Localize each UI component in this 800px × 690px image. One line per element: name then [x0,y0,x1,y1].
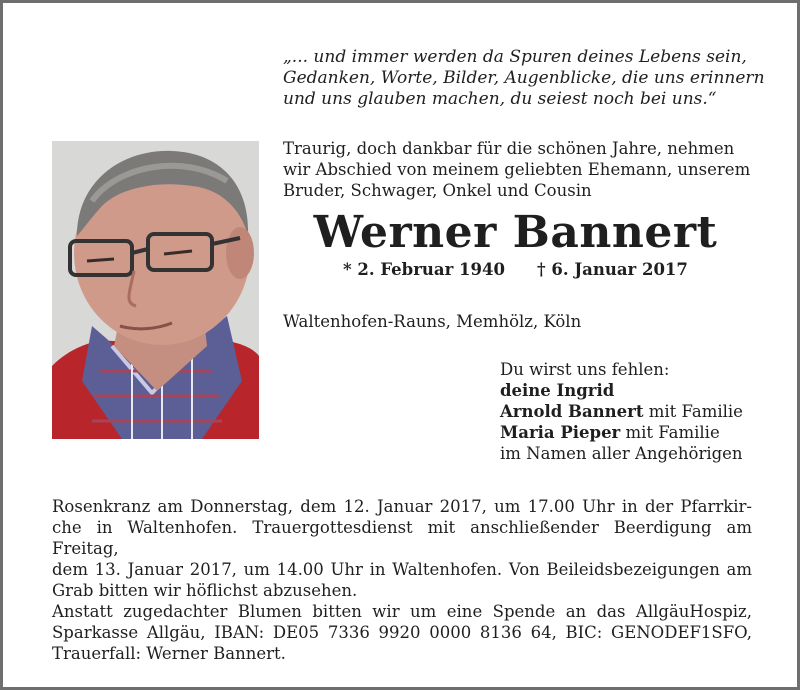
service-line: Rosenkranz am Donnerstag, dem 12. Januar 2017, um 17.00 Uhr in der Pfarrkir- [52,497,752,516]
mourners-signoff [500,359,770,464]
home-places: Waltenhofen-Rauns, Memhölz, Köln [283,312,582,331]
portrait-photo [52,141,259,439]
donation-line: Sparkasse Allgäu, IBAN: DE05 7336 9920 0000 8136 64, BIC: GENODEF1SFO, [52,623,752,642]
mourner-suffix: mit Familie [643,402,743,421]
mourner-name: Arnold Bannert [500,402,644,421]
mourner-name: deine Ingrid [500,381,615,400]
donation-line: Anstatt zugedachter Blumen bitten wir um eine Spende an das AllgäuHospiz, [52,602,752,621]
memorial-quote [283,47,763,110]
birth-date: * 2. Februar 1940 [343,260,505,279]
mourner-name: Maria Pieper [500,423,621,442]
farewell-intro [283,138,753,201]
service-line: dem 13. Januar 2017, um 14.00 Uhr in Waltenhofen. Von Beileidsbezeigungen am [52,560,752,579]
quote-line: und uns glauben machen, du seiest noch bei uns.“ [283,89,717,109]
mourner-line [500,401,770,422]
signoff-intro: Du wirst uns fehlen: [500,360,670,379]
intro-line: Bruder, Schwager, Onkel und Cousin [283,181,592,200]
intro-line: wir Abschied von meinem geliebten Ehemann, unserem [283,160,751,179]
mourner-line [500,380,770,401]
life-dates [343,259,703,281]
service-line: Grab bitten wir höflichst abzusehen. [52,581,358,600]
mourner-suffix: mit Familie [620,423,720,442]
donation-line: Trauerfall: Werner Bannert. [52,644,286,663]
death-date: † 6. Januar 2017 [537,260,688,279]
quote-line: Gedanken, Worte, Bilder, Augenblicke, die uns erinnern [283,68,765,88]
quote-line: „... und immer werden da Spuren deines Lebens sein, [283,47,747,67]
mourner-line [500,422,770,443]
service-and-donation-info [52,496,752,664]
service-line: che in Waltenhofen. Trauergottesdienst mit anschließender Beerdigung am Freitag, [52,518,752,558]
signoff-closing: im Namen aller Angehörigen [500,444,743,463]
deceased-name: Werner Bannert [313,207,718,258]
intro-line: Traurig, doch dankbar für die schönen Jahre, nehmen [283,139,735,158]
